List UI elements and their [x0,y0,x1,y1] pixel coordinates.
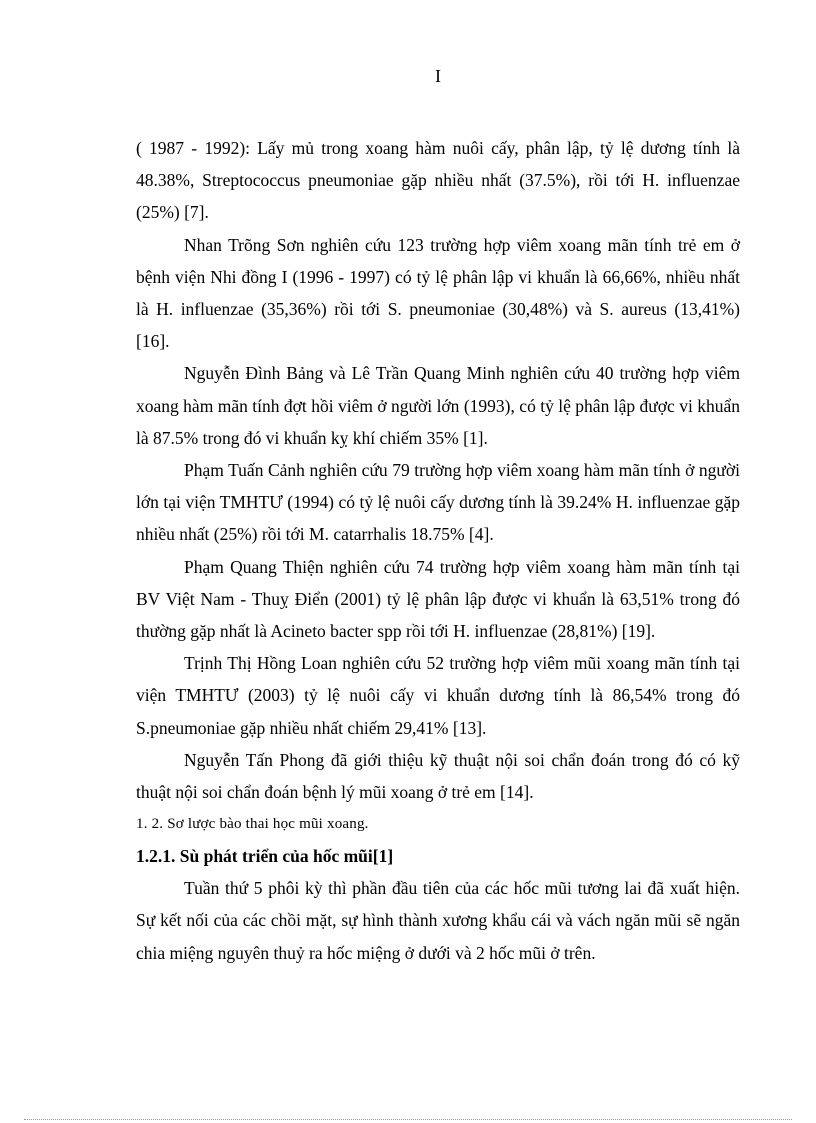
document-body [136,132,740,969]
page-bottom-divider [24,1119,792,1120]
paragraph-continuation: ( 1987 - 1992): Lấy mủ trong xoang hàm nuôi cấy, phân lập, tỷ lệ dương tính là 48.38%, Streptococcus pneumoniae gặp nhiều nhất (37.5%), rồi tới H. influenzae (25%) [7]. [136,138,740,223]
paragraph-nhan-trong-son: Nhan Trõng Sơn nghiên cứu 123 trường hợp viêm xoang mãn tính trẻ em ở bệnh viện Nhi đồng I (1996 - 1997) có tỷ lệ phân lập vi khuẩn là 66,66%, nhiều nhất là H. influenzae (35,36%) rồi tới S. pneumoniae (30,48%) và S. aureus (13,41%) [16]. [136,234,740,352]
paragraph-trinh-thi-hong-loan: Trịnh Thị Hồng Loan nghiên cứu 52 trường hợp viêm mũi xoang mãn tính tại viện TMHTƯ (2003) tỷ lệ nuôi cấy vi khuẩn dương tính là 86,54% trong đó S.pneumoniae gặp nhiều nhất chiếm 29,41% [13]. [136,653,740,738]
section-heading: 1. 2. Sơ lược bào thai học mũi xoang. [136,816,369,833]
paragraph-nguyen-tan-phong: Nguyễn Tấn Phong đã giới thiệu kỹ thuật nội soi chẩn đoán trong đó có kỹ thuật nội soi chẩn đoán bệnh lý mũi xoang ở trẻ em [14]. [136,749,740,803]
paragraph-pham-quang-thien: Phạm Quang Thiện nghiên cứu 74 trường hợp viêm xoang hàm mãn tính tại BV Việt Nam - Thuỵ Điển (2001) tỷ lệ phân lập được vi khuẩn là 63,51% trong đó thường gặp nhất là Acineto bacter spp rồi tới H. influenzae (28,81%) [19]. [136,556,740,642]
paragraph-pham-tuan-canh: Phạm Tuấn Cảnh nghiên cứu 79 trường hợp viêm xoang hàm mãn tính ở người lớn tại viện TMHTƯ (1994) có tỷ lệ nuôi cấy dương tính là 39.24% H. influenzae gặp nhiều nhất (25%) rồi tới M. catarrhalis 18.75% [4]. [136,460,740,545]
subsection-heading: 1.2.1. Sù phát triển của hốc mũi[1] [136,846,394,867]
paragraph-embryology: Tuần thứ 5 phôi kỳ thì phần đầu tiên của các hốc mũi tương lai đã xuất hiện. Sự kết nối của các chồi mặt, sự hình thành xương khẩu cái và vách ngăn mũi sẽ ngăn chia miệng nguyên thuỷ ra hốc miệng ở dưới và 2 hốc mũi ở trên. [136,878,740,963]
paragraph-nguyen-dinh-bang: Nguyễn Đình Bảng và Lê Trần Quang Minh nghiên cứu 40 trường hợp viêm xoang hàm mãn tính đợt hồi viêm ở người lớn (1993), có tỷ lệ phân lập được vi khuẩn là 87.5% trong đó vi khuẩn kỵ khí chiếm 35% [1]. [136,363,740,448]
page-number: I [435,66,441,86]
